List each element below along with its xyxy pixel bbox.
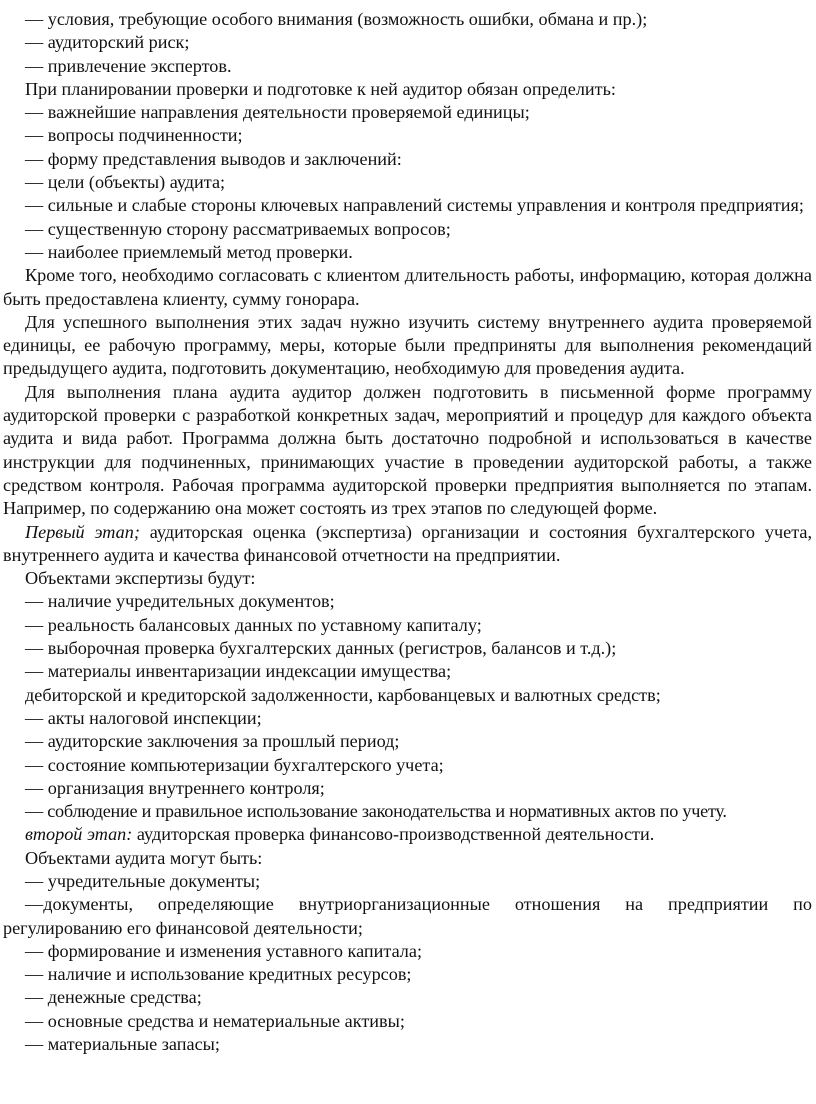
expertise-intro: Объектами экспертизы будут: [25, 568, 256, 589]
planning-intro: При планировании проверки и подготовке к ней аудитор обязан определить: [25, 78, 616, 99]
list-item: — материалы инвентаризации индексации имущества; [25, 661, 452, 682]
paragraph-study: Для успешного выполнения этих задач нужно изучить систему внутреннего аудита проверяемой единицы, ее рабочую программу, меры, которые были предприняты для выполнения рекомендаций предыдущего аудита, подготовить документацию, необходимую для проведения аудита. [3, 311, 812, 379]
list-item: — аудиторские заключения за прошлый период; [25, 731, 400, 752]
list-item: — привлечение экспертов. [25, 55, 232, 76]
list-item: — соблюдение и правильное использование законодательства и нормативных актов по учету. [25, 801, 727, 822]
list-item: — существенную сторону рассматриваемых вопросов; [25, 218, 451, 239]
list-item: — основные средства и нематериальные активы; [25, 1010, 405, 1031]
list-item: — форму представления выводов и заключений: [25, 148, 402, 169]
list-item: — наиболее приемлемый метод проверки. [25, 241, 353, 262]
list-item: — наличие учредительных документов; [25, 591, 335, 612]
stage-one-paragraph [3, 521, 812, 568]
list-item: — цели (объекты) аудита; [25, 172, 226, 193]
list-item: — материальные запасы; [25, 1034, 220, 1055]
list-item: — реальность балансовых данных по уставному капиталу; [25, 614, 482, 635]
list-item: — формирование и изменения уставного капитала; [25, 940, 423, 961]
list-item: — вопросы подчиненности; [25, 125, 243, 146]
list-item: дебиторской и кредиторской задолженности, карбованцевых и валютных средств; [25, 684, 661, 705]
list-item: — важнейшие направления деятельности проверяемой единицы; [25, 102, 530, 123]
list-item: — аудиторский риск; [25, 32, 190, 53]
stage-one-text: аудиторская оценка (экспертиза) организации и состояния бухгалтерского учета, внутреннего аудита и качества финансовой отчетности на предприятии. [3, 521, 812, 565]
stage-two-paragraph [3, 823, 812, 846]
list-item: — акты налоговой инспекции; [25, 707, 262, 728]
list-item: — наличие и использование кредитных ресурсов; [25, 964, 412, 985]
list-item: — выборочная проверка бухгалтерских данных (регистров, балансов и т.д.); [25, 638, 617, 659]
list-item: —документы, определяющие внутриорганизационные отношения на предприятии по регулированию его финансовой деятельности; [3, 894, 812, 938]
list-item: — денежные средства; [25, 987, 202, 1008]
list-item: — условия, требующие особого внимания (возможность ошибки, обмана и пр.); [25, 9, 648, 29]
stage-two-label: второй этап: [25, 824, 133, 845]
list-item: — сильные и слабые стороны ключевых направлений системы управления и контроля предприятия; [25, 195, 804, 216]
list-item: — учредительные документы; [25, 870, 261, 891]
audit-intro: Объектами аудита могут быть: [25, 847, 263, 868]
paragraph-program: Для выполнения плана аудита аудитор должен подготовить в письменной форме программу аудиторской проверки с разработкой конкретных задач, мероприятий и процедур для каждого объекта аудита и вида работ. Программа должна быть достаточно подробной и использоваться в качестве инструкции для подчиненных, принимающих участие в проведении аудиторской работы, а также средством контроля. Рабочая программа аудиторской проверки предприятия выполняется по этапам. Например, по содержанию она может состоять из трех этапов по следующей форме. [3, 381, 812, 519]
list-item: — организация внутреннего контроля; [25, 777, 325, 798]
list-item: — состояние компьютеризации бухгалтерского учета; [25, 754, 444, 775]
stage-two-text: аудиторская проверка финансово-производственной деятельности. [132, 824, 655, 845]
stage-one-label: Первый этап; [25, 521, 140, 542]
paragraph-agree: Кроме того, необходимо согласовать с клиентом длительность работы, информацию, которая должна быть предоставлена клиенту, сумму гонорара. [3, 265, 812, 309]
